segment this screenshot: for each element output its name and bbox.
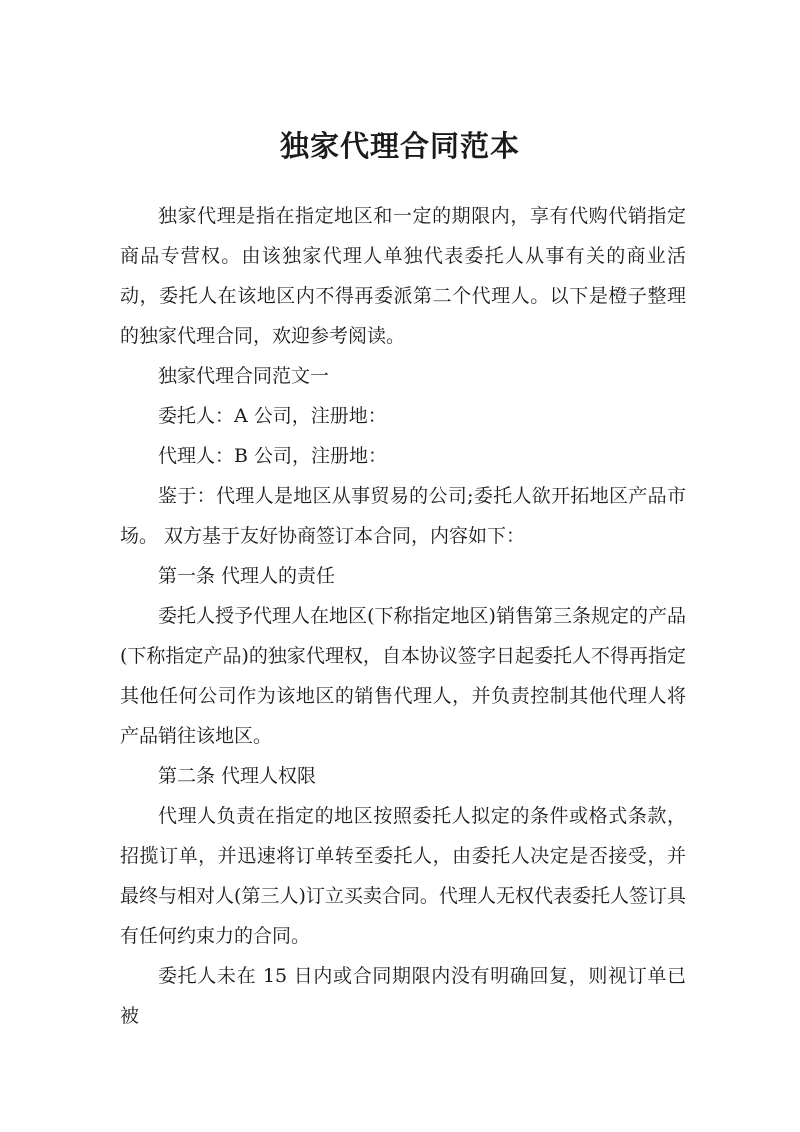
principal-line: 委托人：A 公司，注册地： — [158, 405, 387, 427]
whereas-paragraph: 鉴于：代理人是地区从事贸易的公司;委托人欲开拓地区产品市场。 双方基于友好协商签订本合同，内容如下： — [120, 485, 686, 547]
section-heading-sample-one: 独家代理合同范文一 — [158, 365, 330, 387]
reply-deadline-paragraph: 委托人未在 15 日内或合同期限内没有明确回复，则视订单已被 — [120, 965, 686, 1027]
article-1-heading: 第一条 代理人的责任 — [158, 565, 336, 587]
intro-paragraph: 独家代理是指在指定地区和一定的期限内，享有代购代销指定商品专营权。由该独家代理人单独代表委托人从事有关的商业活动，委托人在该地区内不得再委派第二个代理人。以下是橙子整理的独家代理合同，欢迎参考阅读。 — [120, 205, 686, 347]
article-2-heading: 第二条 代理人权限 — [158, 765, 317, 787]
agent-line: 代理人：B 公司，注册地： — [158, 445, 388, 467]
article-1-paragraph: 委托人授予代理人在地区(下称指定地区)销售第三条规定的产品(下称指定产品)的独家代理权，自本协议签字日起委托人不得再指定其他任何公司作为该地区的销售代理人，并负责控制其他代理人将产品销往该地区。 — [120, 605, 686, 747]
document-body — [120, 196, 686, 1036]
article-2-paragraph: 代理人负责在指定的地区按照委托人拟定的条件或格式条款，招揽订单，并迅速将订单转至委托人，由委托人决定是否接受，并最终与相对人(第三人)订立买卖合同。代理人无权代表委托人签订具有任何约束力的合同。 — [120, 805, 686, 947]
document-title: 独家代理合同范本 — [279, 129, 520, 163]
